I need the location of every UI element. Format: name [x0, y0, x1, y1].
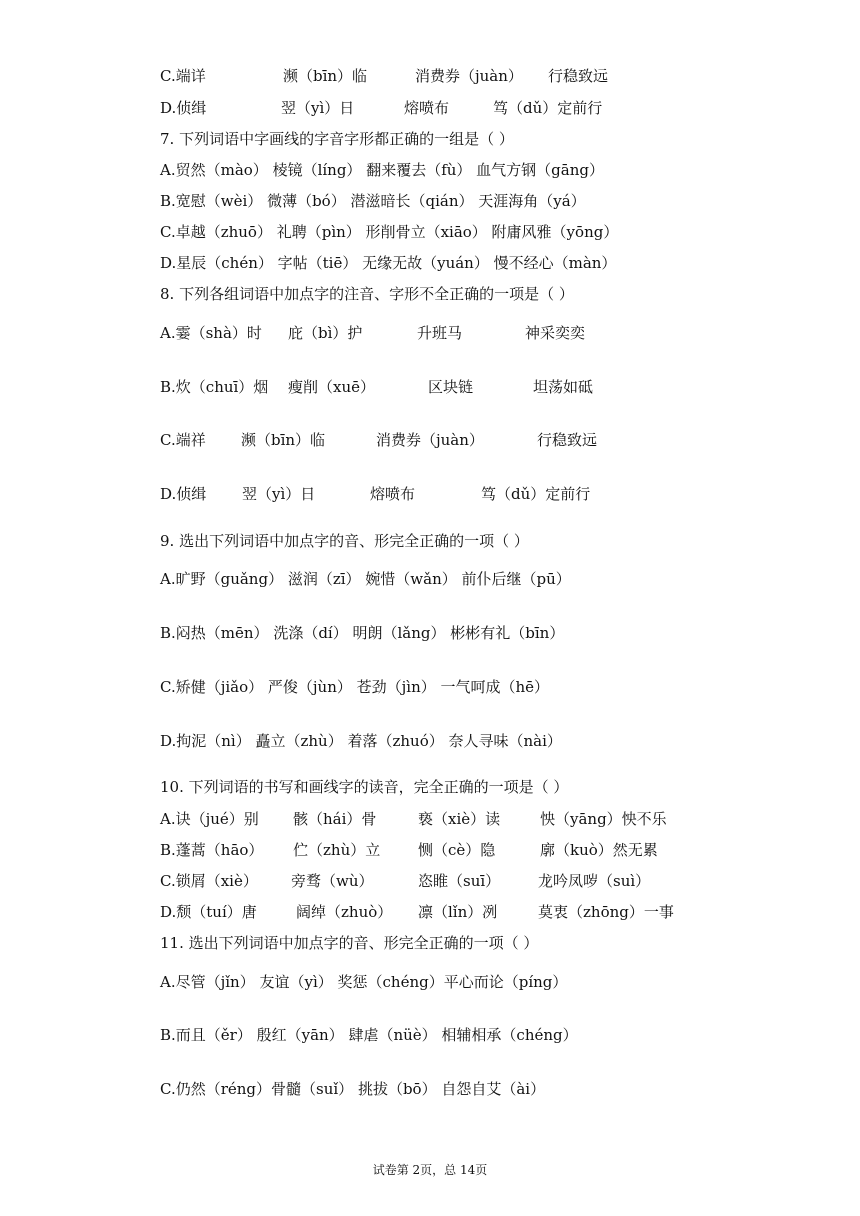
word-item: 翌（yì）日	[281, 99, 355, 117]
option-text: D.星辰（chén） 字帖（tiē） 无缘无故（yuán） 慢不经心（màn）	[160, 254, 617, 272]
word-item: 升班马	[417, 324, 463, 342]
option-text: A.尽管（jǐn） 友谊（yì） 奖惩（chéng）平心而论（píng）	[160, 973, 568, 991]
word-item: 庇（bì）护	[288, 324, 363, 342]
word-item: 消费券（juàn）	[376, 431, 484, 449]
word-item: 恻（cè）隐	[418, 841, 496, 859]
word-item: 怏（yāng）怏不乐	[540, 810, 667, 828]
question-text: 11. 选出下列词语中加点字的音、形完全正确的一项（ ）	[160, 934, 539, 952]
word-item: 亵（xiè）读	[418, 810, 501, 828]
word-item: 瘦削（xuē）	[288, 378, 375, 396]
word-item: B.炊（chuī）烟	[160, 378, 269, 396]
word-item: D.侦缉	[160, 485, 207, 503]
word-item: A.霎（shà）时	[160, 324, 262, 342]
word-item: C.锁屑（xiè）	[160, 872, 258, 890]
word-item: A.诀（jué）别	[160, 810, 259, 828]
word-item: 凛（lǐn）冽	[418, 903, 498, 921]
page-footer: 试卷第 2页，总 14页	[372, 1163, 488, 1177]
word-item: 莫衷（zhōng）一事	[538, 903, 674, 921]
word-item: D.颓（tuí）唐	[160, 903, 257, 921]
word-item: C.端详	[160, 67, 206, 85]
word-item: 骸（hái）骨	[293, 810, 377, 828]
word-item: 伫（zhù）立	[293, 841, 381, 859]
option-text: B.而且（ěr） 殷红（yān） 肆虐（nüè） 相辅相承（chéng）	[160, 1026, 578, 1044]
word-item: 濒（bīn）临	[283, 67, 368, 85]
word-item: 廓（kuò）然无累	[540, 841, 658, 859]
option-text: C.矫健（jiǎo） 严俊（jùn） 苍劲（jìn） 一气呵成（hē）	[160, 678, 550, 696]
word-item: B.蓬蒿（hāo）	[160, 841, 264, 859]
question-text: 8. 下列各组词语中加点字的注音、字形不全正确的一项是（ ）	[160, 285, 574, 303]
word-item: 阔绰（zhuò）	[296, 903, 393, 921]
word-item: 旁骛（wù）	[291, 872, 374, 890]
word-item: 区块链	[428, 378, 474, 396]
word-item: 消费券（juàn）	[415, 67, 523, 85]
word-item: 行稳致远	[548, 67, 609, 85]
option-text: D.拘泥（nì） 矗立（zhù） 着落（zhuó） 奈人寻味（nài）	[160, 732, 562, 750]
option-text: A.贸然（mào） 棱镜（líng） 翻来覆去（fù） 血气方钢（gāng）	[160, 161, 604, 179]
question-text: 7. 下列词语中字画线的字音字形都正确的一组是（ ）	[160, 130, 514, 148]
word-item: 笃（dǔ）定前行	[493, 99, 603, 117]
word-item: 熔喷布	[370, 485, 416, 503]
word-item: 笃（dǔ）定前行	[481, 485, 591, 503]
option-text: B.宽慰（wèi） 微薄（bó） 潜滋暗长（qián） 天涯海角（yá）	[160, 192, 586, 210]
word-item: 神采奕奕	[525, 324, 586, 342]
option-text: B.闷热（mēn） 洗涤（dí） 明朗（lǎng） 彬彬有礼（bīn）	[160, 624, 565, 642]
word-item: 濒（bīn）临	[241, 431, 326, 449]
word-item: 熔喷布	[404, 99, 450, 117]
word-item: 翌（yì）日	[242, 485, 316, 503]
word-item: D.侦缉	[160, 99, 207, 117]
question-text: 10. 下列词语的书写和画线字的读音，完全正确的一项是（ ）	[160, 778, 569, 796]
option-text: C.卓越（zhuō） 礼聘（pìn） 形削骨立（xiāo） 附庸风雅（yōng）	[160, 223, 619, 241]
question-text: 9. 选出下列词语中加点字的音、形完全正确的一项（ ）	[160, 532, 529, 550]
option-text: A.旷野（guǎng） 滋润（zī） 婉惜（wǎn） 前仆后继（pū）	[160, 570, 571, 588]
word-item: 恣睢（suī）	[418, 872, 501, 890]
word-item: C.端祥	[160, 431, 206, 449]
word-item: 坦荡如砥	[533, 378, 594, 396]
word-item: 龙吟凤哕（suì）	[538, 872, 651, 890]
word-item: 行稳致远	[537, 431, 598, 449]
option-text: C.仍然（réng）骨髓（suǐ） 挑拔（bō） 自怨自艾（ài）	[160, 1080, 546, 1098]
